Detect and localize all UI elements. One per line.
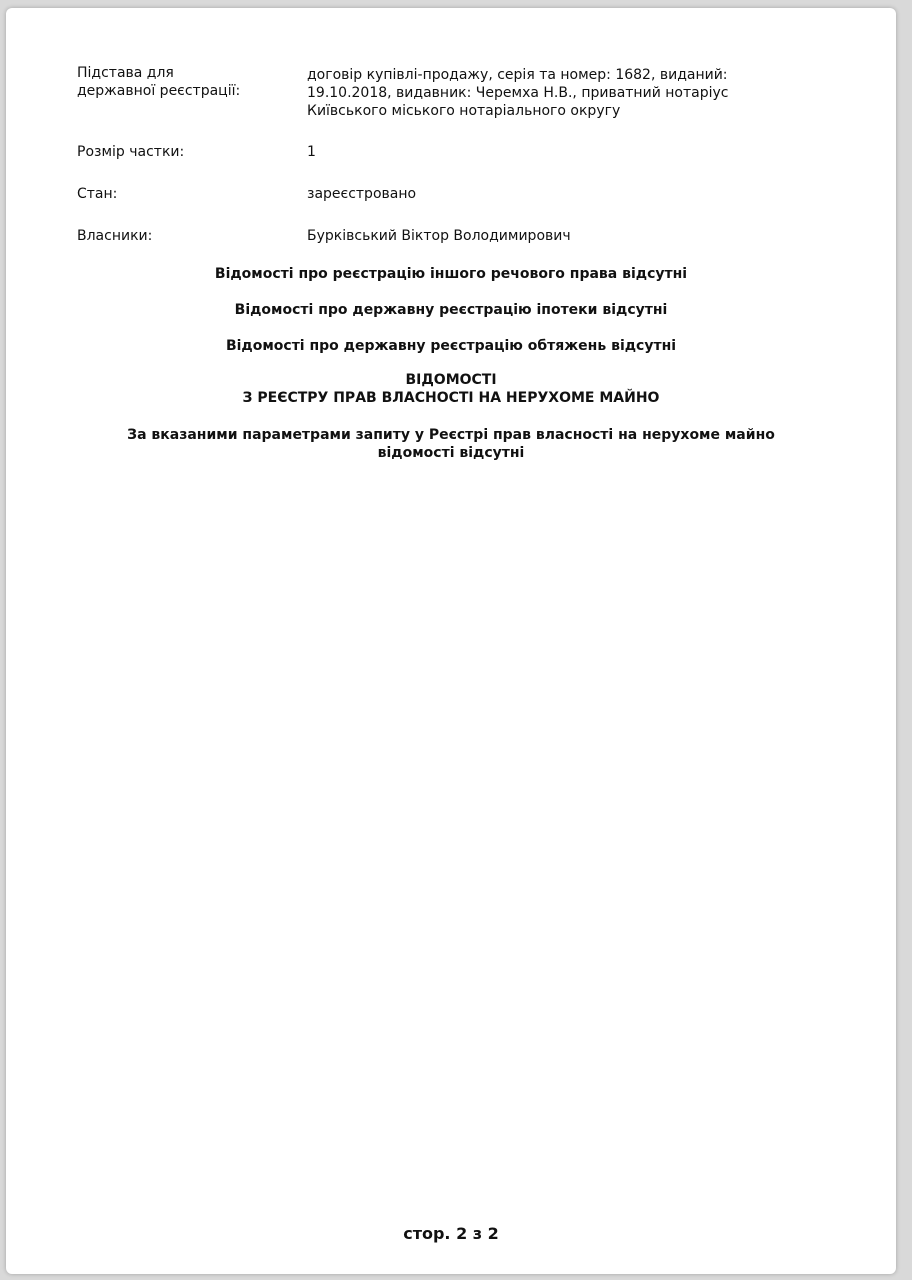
section-title-line: ВІДОМОСТІ bbox=[405, 372, 497, 388]
basis-value-line: Київського міського нотаріального округу bbox=[307, 103, 621, 119]
basis-value-line: 19.10.2018, видавник: Черемха Н.В., приватний нотаріус bbox=[307, 85, 729, 101]
notice-encumbrances: Відомості про державну реєстрацію обтяжень відсутні bbox=[225, 338, 677, 354]
basis-label bbox=[77, 64, 287, 100]
basis-label-line: Підстава для bbox=[77, 65, 174, 81]
document-page bbox=[6, 8, 896, 1274]
status-label: Стан: bbox=[77, 186, 118, 202]
owners-value: Бурківський Віктор Володимирович bbox=[307, 228, 571, 244]
registry-result-line: відомості відсутні bbox=[377, 445, 525, 461]
basis-value-line: договір купівлі-продажу, серія та номер: 1682, виданий: bbox=[307, 67, 728, 83]
notice-mortgage: Відомості про державну реєстрацію іпотеки відсутні bbox=[234, 302, 668, 318]
share-size-label: Розмір частки: bbox=[77, 144, 185, 160]
section-title bbox=[6, 371, 896, 407]
registry-result-line: За вказаними параметрами запиту у Реєстрі прав власності на нерухоме майно bbox=[127, 427, 775, 443]
notice-other-rights: Відомості про реєстрацію іншого речового права відсутні bbox=[214, 266, 688, 282]
basis-label-line: державної реєстрації: bbox=[77, 83, 241, 99]
page-number: стор. 2 з 2 bbox=[403, 1224, 499, 1243]
status-value: зареєстровано bbox=[307, 186, 417, 202]
registry-result bbox=[6, 426, 896, 462]
owners-label: Власники: bbox=[77, 228, 153, 244]
share-size-value: 1 bbox=[307, 144, 316, 160]
section-title-line: З РЕЄСТРУ ПРАВ ВЛАСНОСТІ НА НЕРУХОМЕ МАЙНО bbox=[242, 390, 660, 406]
basis-value bbox=[307, 66, 827, 120]
